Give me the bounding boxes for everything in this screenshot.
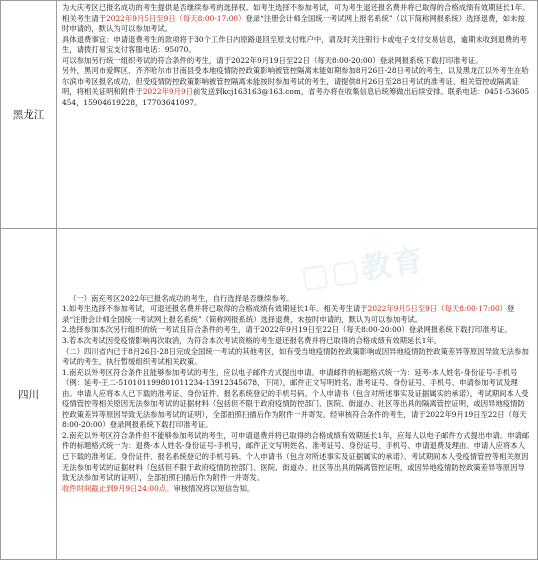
notice-content bbox=[57, 1, 538, 229]
highlight-text: 2022年9月5日至9日（每天8:00-17:00） bbox=[367, 304, 507, 314]
paragraph-text: 可以参加另行统一组织考试的符合条件的考生，请于2022年9月19日至22日（每天8:00-20:00）登录网报系统下载打印准考证。 bbox=[62, 55, 483, 65]
paragraph-text: 3.若本次考试因受疫情影响再次取消，为符合本次考试资格的考生退还报名费并将已取得的合格成绩有效期延长1年。 bbox=[62, 335, 442, 345]
paragraph-text: （二）四川省内已于8月26日-28日完成全国统一考试的其他考区，如有受当地疫情防控政策影响或因异地疫情防控政策差异等原因导致无法参加考试的考生，执行暂缓组织考试相关政策。 bbox=[62, 346, 529, 367]
paragraph-text: 为大庆考区已报名成功的考生提供是否继续参考的选择权。如考生选择不参加考试，可为考生退还报名费并将已取得的合格成绩有效期延长1年。相关考生请于 bbox=[62, 3, 530, 23]
paragraph-text: 2.南充以外考区符合条件但不能够参加考试的考生，可申请退费并将已取得的合格成绩有效期延长1年，应每人以电子邮件方式提出申请。申请邮件的标题格式统一为：退费-本人姓名-身份证号-手机号，邮件正文写明姓名、准考证号、身份证号、手机号、申请退费及理由。申请人应将本人已下载的准考证、身份证件、报名系统登记的手机号码、个人申请书（包含对所述事实及证据属实的承诺）、考试期间本人受疫情管控等相关原因无法参加考试的证据材料（包括但不限于政府疫情防控部门、医院、街道办、社区等出具的隔离管控证明，或因异地疫情防控政策差异等原因导致无法参加考试的证明），全部拍照扫描后作为附件一并寄发。 bbox=[62, 430, 530, 483]
province-name: 四川 bbox=[1, 229, 57, 560]
notice-paragraph bbox=[62, 347, 532, 368]
notice-content bbox=[57, 229, 538, 560]
notice-paragraph bbox=[62, 304, 532, 325]
notice-paragraph bbox=[62, 325, 532, 336]
paragraph-text: 另外，黑河市爱辉区、齐齐哈尔市甘南县受本地疫情防控政策影响被管控隔离未能如期参加8月26日-28日考试的考生，以及黑龙江以外考生在哈尔滨市考区报名成功，但受疫情防控政策影响被管控隔离未能按时参加考试的考生，请提供8月26日至28日考试的准考证、相关管控或隔离证明，将相关证明和附件于 bbox=[62, 66, 529, 97]
highlight-text: 2022年9月5日至9日（每天8:00-17:00） bbox=[106, 13, 246, 23]
paragraph-text: 具体退费事宜：申请退费考生的款项将于30个工作日内原路退回至原支付账户中，请及时关注银行卡或电子支付交易信息，逾期未收到退费的考生，请拨打易宝支付客服电话：95070。 bbox=[62, 34, 527, 55]
paragraph-text: 2.选择参加本次另行组织的统一考试且符合条件的考生，请于2022年9月19日至22日（每天8:00-20:00）登录网报系统下载打印准考证。 bbox=[62, 325, 512, 335]
paragraph-text: 前发送到kcj163163@163.com，省考办将在收集信息后统筹做出后续安排。联系电话：0451-53605454，15904619228，17703641097。 bbox=[62, 87, 530, 107]
paragraph-text: 登录“注册会计师全国统一考试网上报名系统”（简称网报系统）选择退费，未按时申请的，默认为可以参加考试。 bbox=[62, 304, 515, 324]
notice-paragraph bbox=[62, 3, 532, 35]
table-body bbox=[1, 1, 538, 560]
notice-paragraph bbox=[62, 336, 532, 347]
paragraph-text: 登录“注册会计师全国统一考试网上报名系统”（以下简称网报系统）选择退费，如未按时申请的，默认为可以参加考试。 bbox=[62, 13, 525, 34]
paragraph-text: （一）南充考区2022年已报名成功的考生，自行选择是否继续参考。 bbox=[69, 293, 294, 303]
province-row bbox=[1, 1, 538, 229]
paragraph-text: 1.南充以外考区符合条件且能够参加考试的考生，应以电子邮件方式提出申请。申请邮件的标题格式统一为：延考-本人姓名-身份证号-手机号（例：延考-王二-510101199801011234-13912345678，下同），邮件正文写明姓名、准考证号、身份证号、手机号、申请参加考试及理由。申请人应将本人已下载的准考证、身份证件、报名系统登记的手机号码、个人申请书（包含对所述事实及证据属实的承诺），考试期间本人受疫情管控等相关原因无法参加考试的证据材料（包括但不限于政府疫情防控部门、医院、街道办、社区等出具的隔离管控证明，或因异地疫情防控政策差异等原因导致无法参加考试的证明），全部拍照扫描后作为附件一并寄发。经审核符合条件的考生，请于2022年9月19日至22日（每天8:00-20:00）登录网报系统下载打印准考证。 bbox=[62, 367, 529, 430]
province-name: 黑龙江 bbox=[1, 1, 57, 229]
notice-paragraph bbox=[62, 56, 532, 67]
notice-paragraph bbox=[62, 368, 532, 431]
notice-paragraph bbox=[62, 294, 532, 305]
notice-paragraph bbox=[62, 66, 532, 108]
watermark-logo: ▢▢教育 bbox=[298, 243, 428, 296]
paragraph-text: 审核情况将以短信告知。 bbox=[173, 483, 255, 493]
province-row bbox=[1, 229, 538, 560]
highlight-text: 收件时间截止到9月9日24:00点。 bbox=[62, 483, 174, 493]
highlight-text: 2022年9月9日 bbox=[142, 87, 194, 97]
notice-paragraph bbox=[62, 35, 532, 56]
notice-paragraph bbox=[62, 484, 532, 495]
notice-paragraph bbox=[62, 431, 532, 484]
paragraph-text: 1.如考生选择不参加考试，可退还报名费并将已取得的合格成绩有效期延长1年。相关考生请于 bbox=[62, 304, 368, 314]
